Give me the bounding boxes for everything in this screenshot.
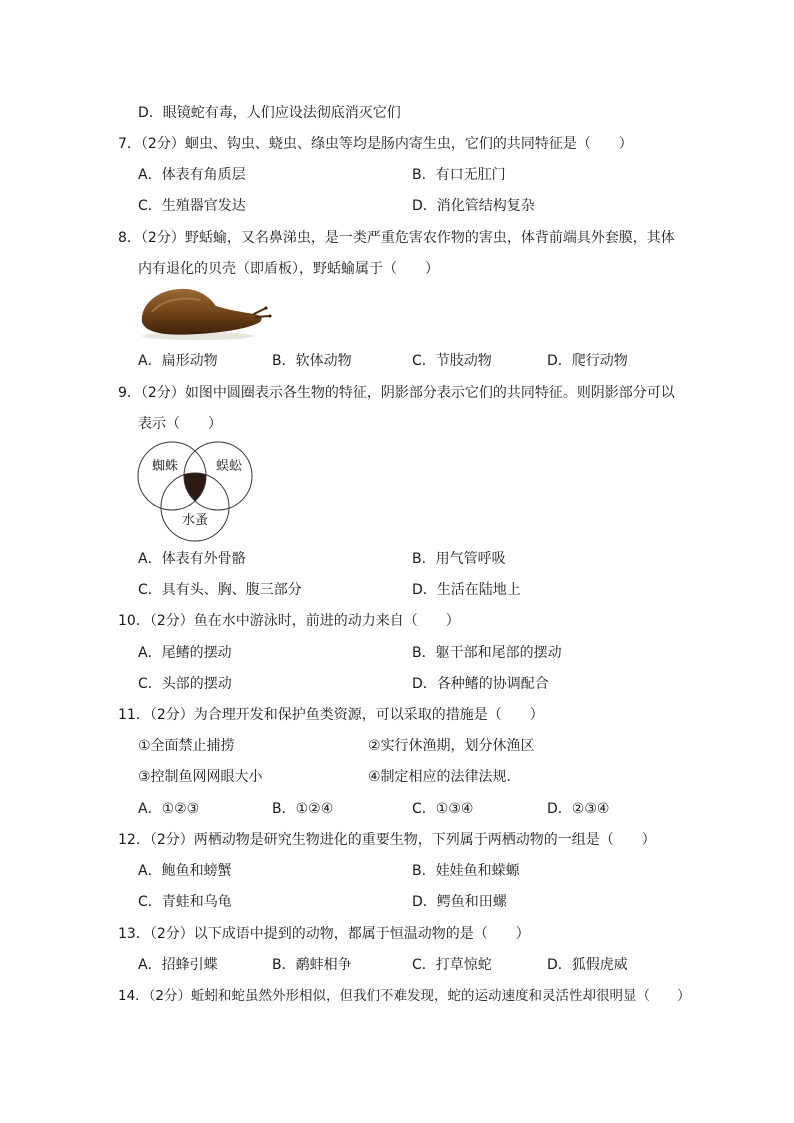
q13-option-d: D．狐假虎威 (547, 957, 628, 973)
q10-option-c: C．头部的摆动 (138, 676, 232, 692)
q9-option-b: B．用气管呼吸 (412, 551, 506, 567)
q6-option-d: D．眼镜蛇有毒，人们应设法彻底消灭它们 (138, 105, 401, 121)
q11-option-a: A．①②③ (138, 801, 200, 817)
q11-option-c: C．①③④ (412, 801, 474, 817)
q9-stem-line2: 表示（ ） (138, 416, 222, 432)
q10-option-b: B．躯干部和尾部的摆动 (412, 645, 562, 661)
q12-option-b: B．娃娃鱼和蝾螈 (412, 863, 520, 879)
q13-option-b: B．鹬蚌相争 (272, 957, 352, 973)
q13-option-c: C．打草惊蛇 (412, 957, 492, 973)
q10-option-a: A．尾鳍的摆动 (138, 645, 232, 661)
q9-option-c: C．具有头、胸、腹三部分 (138, 582, 302, 598)
q11-item-1: ①全面禁止捕捞 (138, 738, 235, 754)
q9-option-d: D．生活在陆地上 (412, 582, 521, 598)
q8-stem-line2: 内有退化的贝壳（即盾板），野蛞蝓属于（ ） (138, 261, 439, 277)
q11-option-b: B．①②④ (272, 801, 334, 817)
q8-option-c: C．节肢动物 (412, 353, 492, 369)
q12-stem: 12．（2分）两栖动物是研究生物进化的重要生物，下列属于两栖动物的一组是（ ） (118, 832, 656, 848)
venn-label-spider: 蜘蛛 (152, 459, 179, 474)
q8-option-d: D．爬行动物 (547, 353, 628, 369)
q9-stem-line1: 9．（2分）如图中圆圈表示各生物的特征，阴影部分表示它们的共同特征。则阴影部分可以 (118, 385, 675, 401)
q7-option-b: B．有口无肛门 (412, 167, 506, 183)
venn-label-centipede: 蜈蚣 (216, 459, 243, 474)
q8-option-a: A．扁形动物 (138, 353, 218, 369)
q10-stem: 10．（2分）鱼在水中游泳时，前进的动力来自（ ） (118, 613, 460, 629)
slug-image (138, 284, 272, 342)
venn-label-daphnia: 水蚤 (182, 513, 209, 528)
q12-option-c: C．青蛙和乌龟 (138, 894, 232, 910)
q7-option-d: D．消化管结构复杂 (412, 198, 535, 214)
venn-diagram (136, 440, 258, 544)
q11-stem: 11．（2分）为合理开发和保护鱼类资源，可以采取的措施是（ ） (118, 707, 544, 723)
q11-option-d: D．②③④ (547, 801, 610, 817)
q7-option-c: C．生殖器官发达 (138, 198, 246, 214)
q10-option-d: D．各种鳍的协调配合 (412, 676, 549, 692)
q14-stem: 14．（2分）蚯蚓和蛇虽然外形相似，但我们不难发现，蛇的运动速度和灵活性却很明显（ ） (118, 988, 691, 1004)
q13-stem: 13．（2分）以下成语中提到的动物，都属于恒温动物的是（ ） (118, 926, 530, 942)
q7-option-a: A．体表有角质层 (138, 167, 246, 183)
q12-option-a: A．鲍鱼和螃蟹 (138, 863, 232, 879)
q11-item-2: ②实行休渔期，划分休渔区 (368, 738, 535, 754)
q8-stem-line1: 8．（2分）野蛞蝓，又名鼻涕虫，是一类严重危害农作物的害虫，体背前端具外套膜，其体 (118, 230, 675, 246)
q11-item-3: ③控制鱼网网眼大小 (138, 769, 263, 785)
q13-option-a: A．招蜂引蝶 (138, 957, 218, 973)
q12-option-d: D．鳄鱼和田螺 (412, 894, 507, 910)
q9-option-a: A．体表有外骨骼 (138, 551, 246, 567)
q7-stem: 7．（2分）蛔虫、钩虫、蛲虫、绦虫等均是肠内寄生虫，它们的共同特征是（ ） (118, 136, 633, 152)
q8-option-b: B．软体动物 (272, 353, 352, 369)
q11-item-4: ④制定相应的法律法规． (368, 769, 521, 785)
